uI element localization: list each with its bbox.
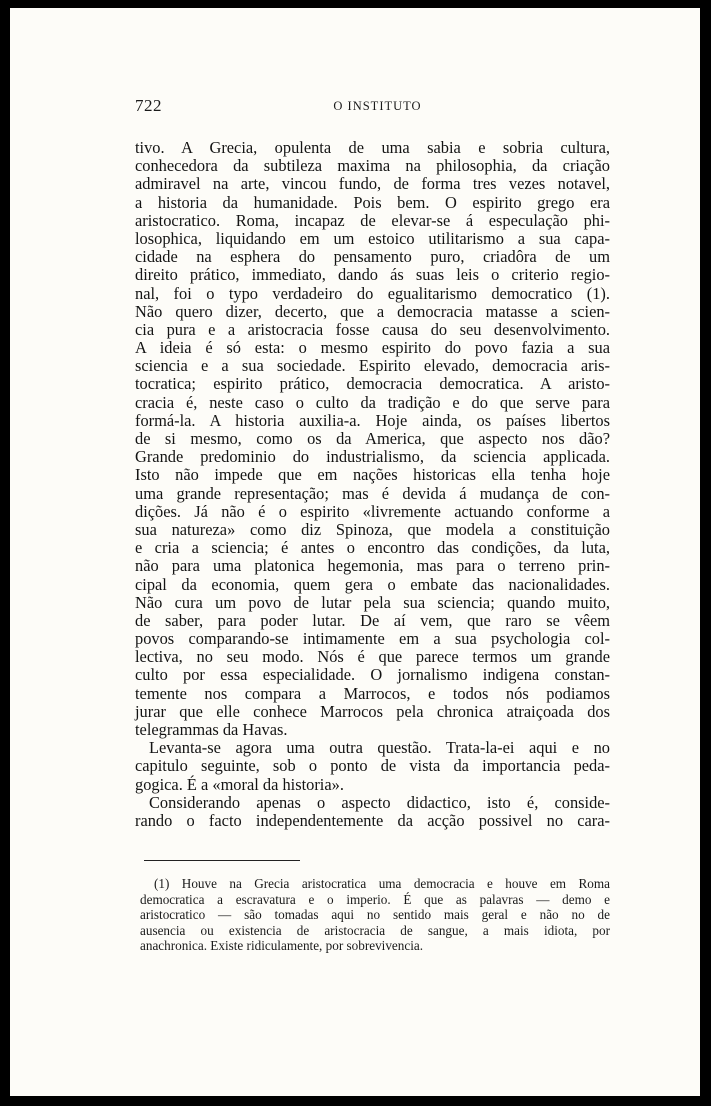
text-line: Não cura um povo de lutar pela sua sciencia; quando muito, (135, 592, 610, 612)
text-line: Considerando apenas o aspecto didactico, isto é, conside- (149, 792, 610, 812)
footnote-line: ausencia ou existencia de aristocracia de sangue, a mais idiota, por (140, 922, 610, 938)
text-line: telegrammas da Havas. (135, 720, 288, 739)
text-line: formá-la. A historia auxilia-a. Hoje ainda, os países libertos (135, 410, 610, 430)
text-line: nal, foi o typo verdadeiro do egualitarismo democratico (1). (135, 283, 610, 303)
text-line: a historia da humanidade. Pois bem. O espirito grego era (135, 192, 610, 212)
text-line: aristocratico. Roma, incapaz de elevar-se á especulação phi- (135, 210, 610, 230)
text-line: Isto não impede que em nações historicas ella tenha hoje (135, 465, 610, 485)
text-line: admiravel na arte, vincou fundo, de forma tres vezes notavel, (135, 174, 610, 194)
page-number: 722 (135, 96, 162, 115)
text-line: gogica. É a «moral da historia». (135, 774, 344, 794)
text-line: uma grande representação; mas é devida á mudança de con- (135, 483, 610, 503)
text-line: e cria a sciencia; é antes o encontro das condições, da luta, (135, 538, 610, 558)
text-line: de saber, para poder lutar. De aí vem, que raro se vêem (135, 610, 610, 630)
text-line: sciencia e a sua sociedade. Espirito elevado, democracia aris- (135, 356, 610, 376)
footnote-divider (144, 860, 300, 861)
footnote-line: (1) Houve na Grecia aristocratica uma democracia e houve em Roma (154, 876, 610, 891)
book-page (10, 8, 700, 1096)
footnote-line: aristocratico — são tomadas aqui no sentido mais geral e não no de (140, 907, 610, 923)
text-line: A ideia é só esta: o mesmo espirito do povo fazia a sua (135, 338, 610, 358)
running-title: O INSTITUTO (333, 99, 422, 113)
text-line: de si mesmo, como os da America, que aspecto nos dão? (135, 429, 610, 448)
footnote (140, 876, 610, 954)
text-line: Levanta-se agora uma outra questão. Trata-la-ei aqui e no (149, 738, 610, 758)
text-line: dições. Já não é o espirito «livremente actuando conforme a (135, 501, 610, 521)
text-line: tivo. A Grecia, opulenta de uma sabia e sobria cultura, (135, 138, 610, 157)
text-line: cidade na esphera do pensamento puro, criadôra de um (135, 247, 610, 267)
text-line: Grande predominio do industrialismo, da sciencia applicada. (135, 447, 610, 467)
text-line: jurar que elle conhece Marrocos pela chronica atraiçoada dos (135, 701, 610, 721)
text-line: povos comparando-se intimamente em a sua psychologia col- (135, 629, 610, 649)
text-line: cia pura e a aristocracia fosse causa do seu desenvolvimento. (135, 319, 610, 339)
text-line: culto por essa especialidade. O jornalismo indigena constan- (135, 665, 610, 685)
text-line: tocratica; espirito prático, democracia democratica. A aristo- (135, 374, 610, 394)
footnote-line: democratica a escravatura e o imperio. É que as palavras — demo e (140, 891, 610, 907)
text-line: não para uma platonica hegemonia, mas para o terreno prin- (135, 556, 610, 576)
text-line: cipal da economia, quem gera o embate das nacionalidades. (135, 574, 610, 594)
body-text (135, 139, 610, 830)
text-line: sua natureza» como diz Spinoza, que modela a constituição (135, 519, 610, 539)
footnote-line: anachronica. Existe ridiculamente, por sobrevivencia. (140, 938, 424, 954)
text-line: temente nos compara a Marrocos, e todos nós podiamos (135, 683, 610, 703)
text-line: conhecedora da subtileza maxima na philosophia, da criação (135, 156, 610, 176)
page-header (135, 96, 620, 118)
text-line: capitulo seguinte, sob o ponto de vista da importancia peda- (135, 756, 610, 776)
text-line: Não quero dizer, decerto, que a democracia matasse a scien- (135, 301, 610, 321)
text-line: direito prático, immediato, dando ás suas leis o criterio regio- (135, 265, 610, 285)
text-line: rando o facto independentemente da acção possivel no cara- (135, 810, 610, 830)
text-line: losophica, liquidando em um estoico utilitarismo a sua capa- (135, 228, 610, 248)
text-line: lectiva, no seu modo. Nós é que parece termos um grande (135, 647, 610, 667)
text-line: cracia é, neste caso o culto da tradição e do que serve para (135, 392, 610, 412)
